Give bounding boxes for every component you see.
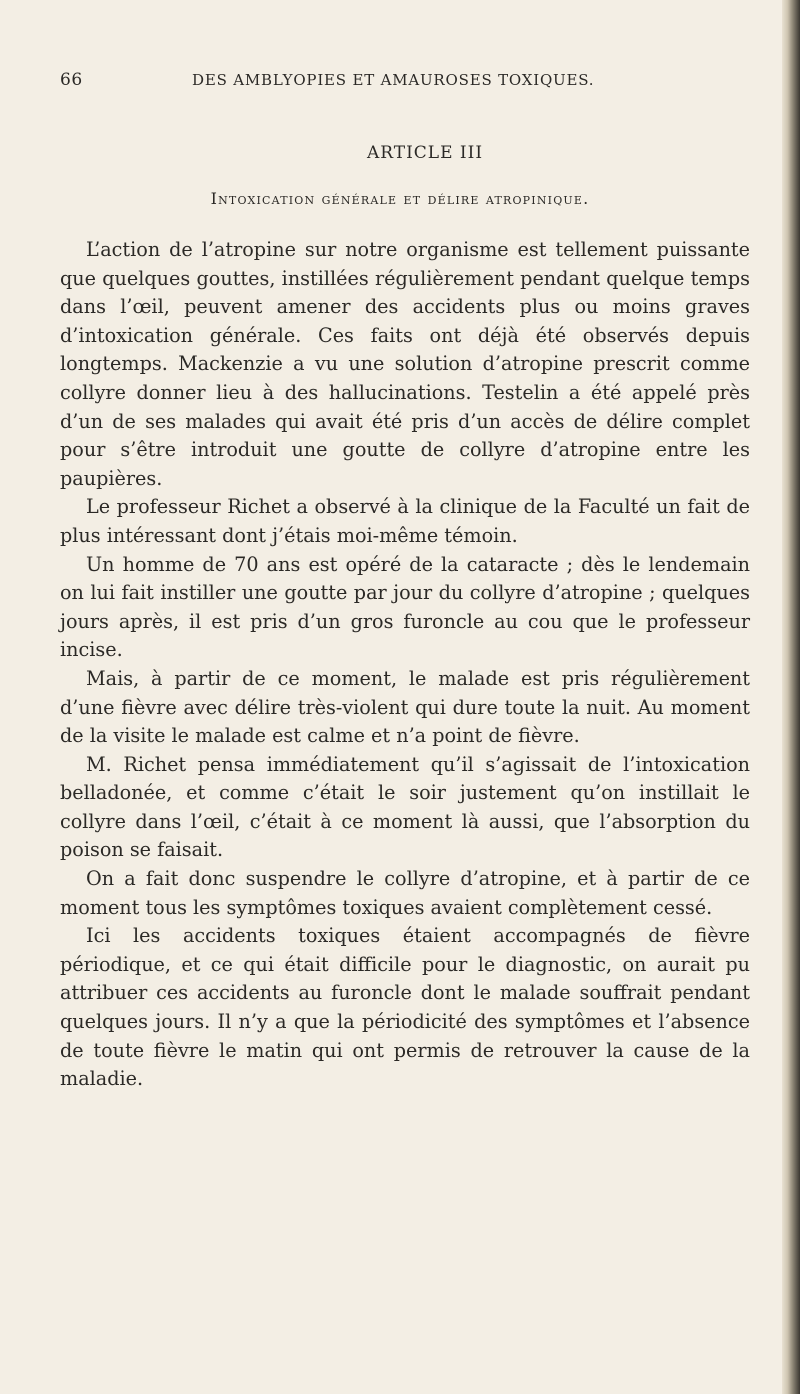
article-heading: ARTICLE III	[366, 143, 484, 163]
page-edge-shadow	[782, 0, 800, 1394]
paragraph: Un homme de 70 ans est opéré de la cataracte ; dès le lendemain on lui fait instiller une goutte par jour du collyre d’atropine ; quelques jours après, il est pris d’un gros furoncle au cou que le professeur incise.	[60, 552, 750, 662]
running-head	[60, 70, 750, 100]
paragraph: On a fait donc suspendre le collyre d’atropine, et à partir de ce moment tous les symptômes toxiques avaient complètement cessé.	[60, 867, 750, 919]
page-number: 66	[60, 70, 83, 90]
paragraph: M. Richet pensa immédiatement qu’il s’agissait de l’intoxication belladonée, et comme c’était le soir justement qu’on instillait le collyre dans l’œil, c’était à ce moment là aussi, que l’absorption du poison se faisait.	[60, 752, 750, 862]
section-title: Intoxication générale et délire atropinique.	[210, 189, 590, 208]
paragraph: Mais, à partir de ce moment, le malade est pris régulièrement d’une fièvre avec délire très-violent qui dure toute la nuit. Au moment de la visite le malade est calme et n’a point de fièvre.	[60, 666, 750, 748]
running-title: DES AMBLYOPIES ET AMAUROSES TOXIQUES.	[192, 71, 595, 89]
paragraph: L’action de l’atropine sur notre organisme est tellement puissante que quelques gouttes, instillées régulièrement pendant quelque temps dans l’œil, peuvent amener des accidents plus ou moins graves d’intoxication générale. Ces faits ont déjà été observés depuis longtemps. Mackenzie a vu une solution d’atropine prescrit comme collyre donner lieu à des hallucinations. Testelin a été appelé près d’un de ses malades qui avait été pris d’un accès de délire complet pour s’être introduit une goutte de collyre d’atropine entre les paupières.	[60, 238, 750, 490]
body-text	[60, 236, 750, 1094]
paragraph: Le professeur Richet a observé à la clinique de la Faculté un fait de plus intéressant dont j’étais moi-même témoin.	[60, 495, 750, 547]
paragraph: Ici les accidents toxiques étaient accompagnés de fièvre périodique, et ce qui était difficile pour le diagnostic, on aurait pu attribuer ces accidents au furoncle dont le malade souffrait pendant quelques jours. Il n’y a que la périodicité des symptômes et l’absence de toute fièvre le matin qui ont permis de retrouver la cause de la maladie.	[60, 924, 750, 1091]
book-page	[60, 70, 750, 1094]
